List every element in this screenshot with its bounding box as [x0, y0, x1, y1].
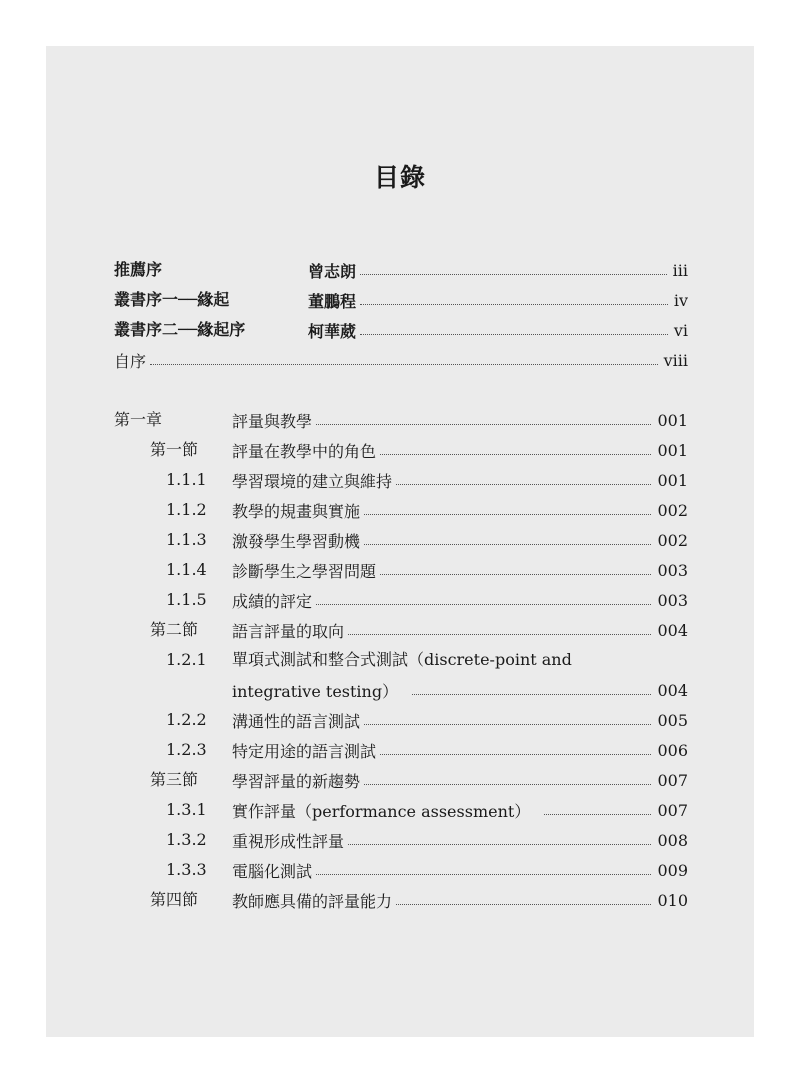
toc-row	[232, 495, 688, 525]
toc-row	[232, 615, 688, 645]
toc-row	[232, 765, 688, 795]
entry-page: 003	[657, 590, 688, 610]
leader-dots	[364, 724, 651, 725]
entry-title: 激發學生學習動機	[232, 531, 361, 551]
subsection-number: 1.2.2	[166, 710, 207, 729]
entry-page: 009	[657, 860, 688, 880]
leader-dots	[360, 304, 668, 305]
entry-title: 單項式測試和整合式測試（discrete-point and	[232, 650, 572, 669]
subsection-number: 1.3.1	[166, 800, 207, 819]
subsection-number: 1.2.3	[166, 740, 207, 759]
front-label-3: 叢書序二──緣起序	[114, 320, 246, 339]
entry-title: 學習環境的建立與維持	[232, 471, 393, 491]
chapter-page: 001	[657, 410, 688, 430]
page-title: 目錄	[373, 163, 426, 192]
subsection-number: 1.3.2	[166, 830, 207, 849]
entry-title: 教師應具備的評量能力	[232, 891, 393, 911]
leader-dots	[360, 334, 668, 335]
leader-dots	[396, 904, 651, 905]
entry-page: 002	[657, 500, 688, 520]
section-number: 第三節	[150, 770, 199, 789]
toc-row	[232, 885, 688, 915]
entry-page: 002	[657, 530, 688, 550]
front-row-1	[308, 255, 688, 285]
toc-row	[232, 465, 688, 495]
entry-title: 學習評量的新趨勢	[232, 771, 361, 791]
chapter-number: 第一章	[114, 410, 163, 429]
entry-title: 成績的評定	[232, 591, 313, 611]
entry-title: 溝通性的語言測試	[232, 711, 361, 731]
toc-row	[232, 705, 688, 735]
front-row-2	[308, 285, 688, 315]
leader-dots	[364, 544, 651, 545]
entry-page: 006	[657, 740, 688, 760]
toc-row	[232, 435, 688, 465]
toc-row	[232, 855, 688, 885]
leader-dots	[348, 844, 651, 845]
entry-page: 010	[657, 890, 688, 910]
front-row-4	[114, 345, 688, 375]
entry-title-continued: integrative testing）	[232, 681, 399, 701]
subsection-number: 1.1.2	[166, 500, 207, 519]
toc-row	[232, 585, 688, 615]
front-page-3: vi	[673, 320, 688, 340]
subsection-number: 1.2.1	[166, 650, 207, 669]
entry-title: 語言評量的取向	[232, 621, 345, 641]
entry-page: 007	[657, 800, 688, 820]
front-page-2: iv	[673, 290, 688, 310]
entry-title: 特定用途的語言測試	[232, 741, 377, 761]
front-label-4: 自序	[114, 351, 147, 371]
toc-row	[232, 795, 688, 825]
entry-title: 實作評量（performance assessment）	[232, 801, 531, 821]
front-page-4: viii	[663, 350, 688, 370]
entry-title: 教學的規畫與實施	[232, 501, 361, 521]
entry-page: 007	[657, 770, 688, 790]
toc-row	[232, 675, 688, 705]
subsection-number: 1.3.3	[166, 860, 207, 879]
front-row-3	[308, 315, 688, 345]
front-page-1: iii	[672, 260, 688, 280]
entry-page: 005	[657, 710, 688, 730]
leader-dots	[412, 694, 651, 695]
leader-dots	[150, 364, 658, 365]
entry-page: 008	[657, 830, 688, 850]
entry-title: 重視形成性評量	[232, 831, 345, 851]
leader-dots	[380, 574, 651, 575]
toc-row	[232, 825, 688, 855]
entry-title: 電腦化測試	[232, 861, 313, 881]
leader-dots	[316, 604, 651, 605]
front-label-2: 叢書序一──緣起	[114, 290, 230, 309]
subsection-number: 1.1.5	[166, 590, 207, 609]
entry-title: 診斷學生之學習問題	[232, 561, 377, 581]
entry-page: 004	[657, 680, 688, 700]
entry-page: 004	[657, 620, 688, 640]
toc-row	[232, 525, 688, 555]
entry-page: 003	[657, 560, 688, 580]
leader-dots	[348, 634, 651, 635]
front-label-1: 推薦序	[114, 260, 163, 279]
chapter-row	[232, 405, 688, 435]
front-author-3: 柯華葳	[308, 321, 357, 341]
leader-dots	[316, 424, 651, 425]
leader-dots	[544, 814, 651, 815]
leader-dots	[316, 874, 651, 875]
section-number: 第二節	[150, 620, 199, 639]
entry-title: 評量在教學中的角色	[232, 441, 377, 461]
front-author-1: 曾志朗	[308, 261, 357, 281]
toc-row	[232, 735, 688, 765]
entry-page: 001	[657, 440, 688, 460]
section-number: 第一節	[150, 440, 199, 459]
leader-dots	[380, 454, 651, 455]
chapter-title: 評量與教學	[232, 411, 313, 431]
subsection-number: 1.1.3	[166, 530, 207, 549]
leader-dots	[380, 754, 651, 755]
leader-dots	[360, 274, 667, 275]
leader-dots	[364, 784, 651, 785]
subsection-number: 1.1.4	[166, 560, 207, 579]
section-number: 第四節	[150, 890, 199, 909]
toc-row	[232, 555, 688, 585]
leader-dots	[364, 514, 651, 515]
leader-dots	[396, 484, 651, 485]
subsection-number: 1.1.1	[166, 470, 207, 489]
entry-page: 001	[657, 470, 688, 490]
front-author-2: 董鵬程	[308, 291, 357, 311]
